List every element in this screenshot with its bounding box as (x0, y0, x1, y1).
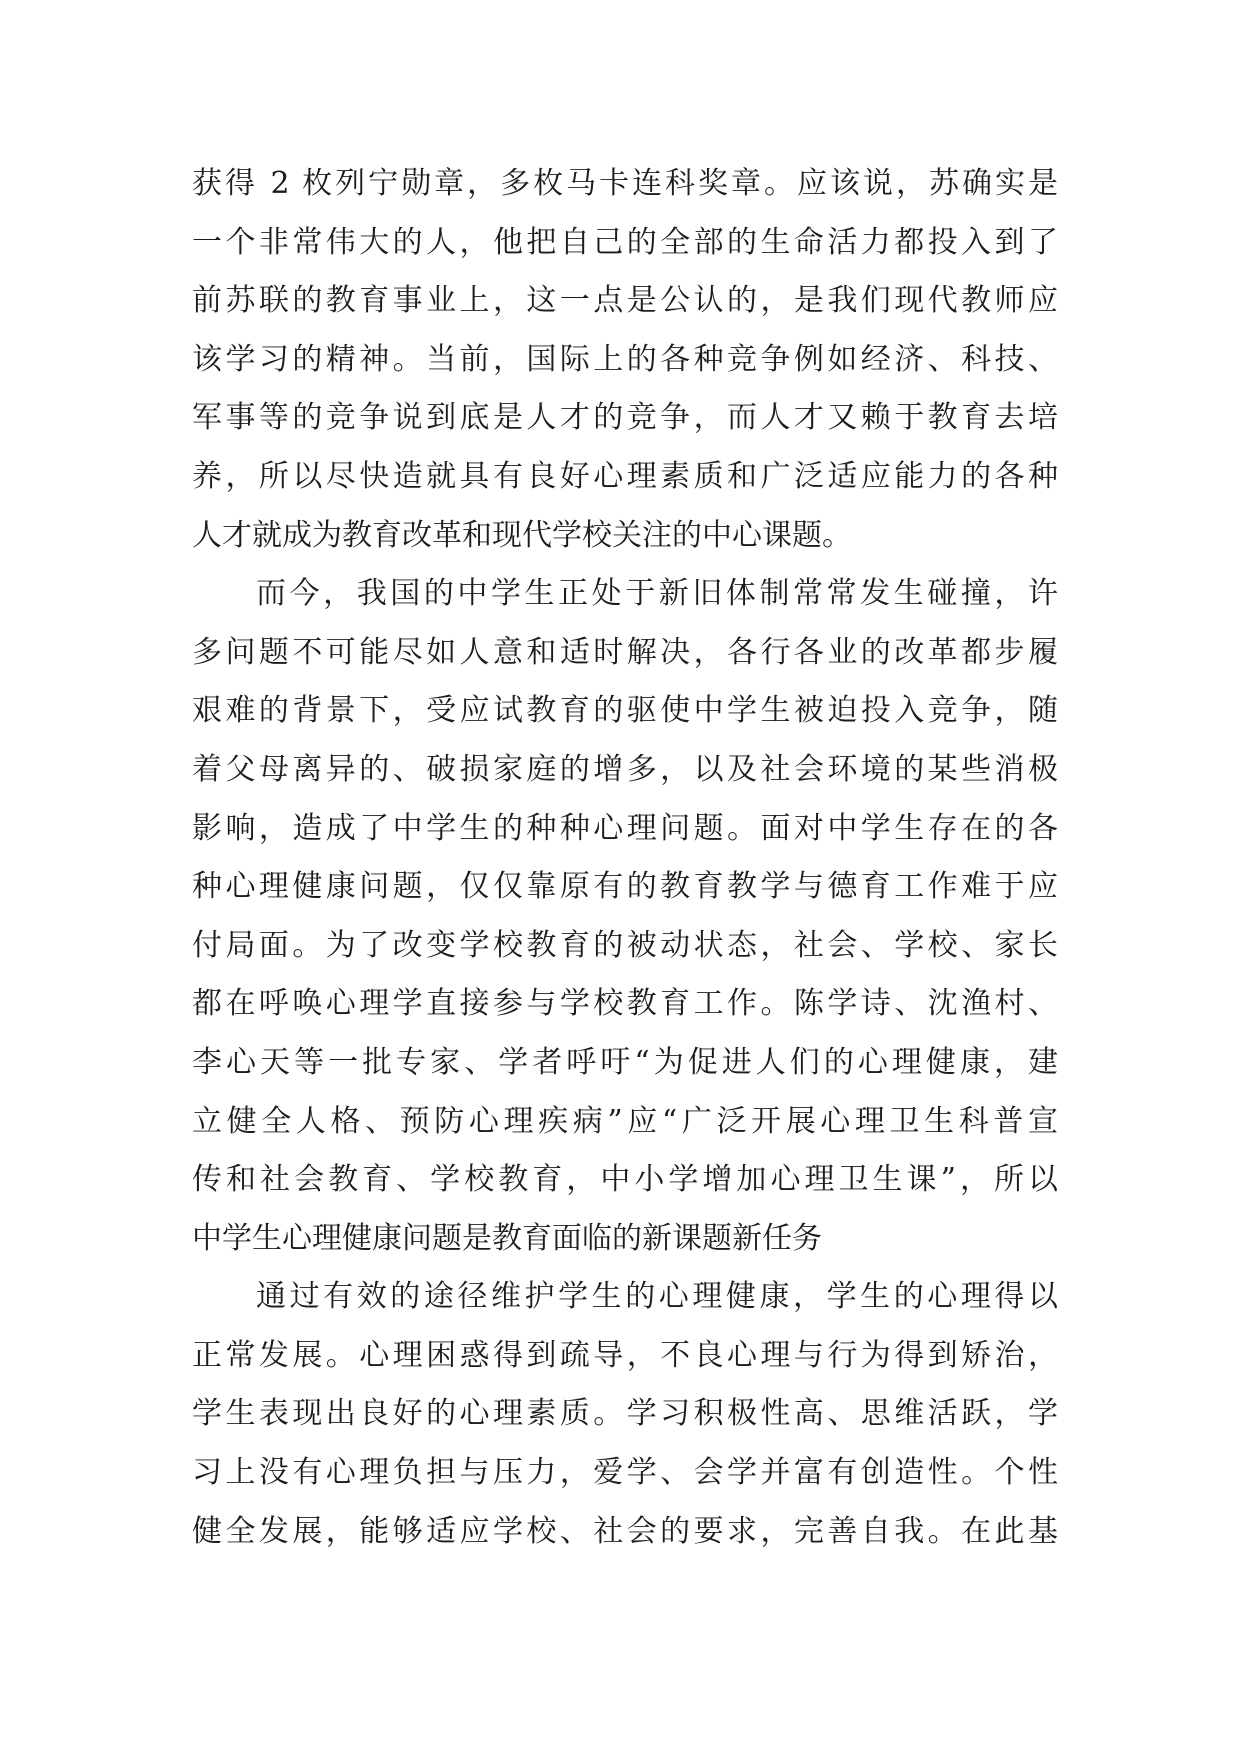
body-text (192, 155, 1058, 1561)
text-line: 健全发展，能够适应学校、社会的要求，完善自我。在此基 (192, 1513, 1058, 1549)
text-line: 一个非常伟大的人，他把自己的全部的生命活力都投入到了 (192, 224, 1058, 260)
text-line: 人才就成为教育改革和现代学校关注的中心课题。 (192, 517, 852, 553)
text-line: 正常发展。心理困惑得到疏导，不良心理与行为得到矫治， (192, 1337, 1058, 1373)
text-line: 多问题不可能尽如人意和适时解决，各行各业的改革都步履 (192, 634, 1058, 670)
text-line: 都在呼唤心理学直接参与学校教育工作。陈学诗、沈渔村、 (192, 986, 1058, 1022)
text-line: 获得 2 枚列宁勋章，多枚马卡连科奖章。应该说，苏确实是 (192, 166, 1058, 201)
text-line: 李心天等一批专家、学者呼吁“为促进人们的心理健康，建 (192, 1044, 1058, 1080)
text-line: 种心理健康问题，仅仅靠原有的教育教学与德育工作难于应 (192, 869, 1058, 905)
text-line: 中学生心理健康问题是教育面临的新课题新任务 (192, 1220, 822, 1256)
text-line: 立健全人格、预防心理疾病”应“广泛开展心理卫生科普宣 (192, 1103, 1058, 1139)
paragraph-first-line: 通过有效的途径维护学生的心理健康，学生的心理得以 (256, 1279, 1058, 1315)
text-line: 着父母离异的、破损家庭的增多，以及社会环境的某些消极 (192, 751, 1058, 787)
text-line: 付局面。为了改变学校教育的被动状态，社会、学校、家长 (192, 927, 1058, 963)
text-line: 习上没有心理负担与压力，爱学、会学并富有创造性。个性 (192, 1455, 1058, 1491)
text-line: 前苏联的教育事业上，这一点是公认的，是我们现代教师应 (192, 283, 1058, 319)
paragraph-first-line: 而今，我国的中学生正处于新旧体制常常发生碰撞，许 (256, 576, 1058, 612)
text-line: 影响，造成了中学生的种种心理问题。面对中学生存在的各 (192, 810, 1058, 846)
text-line: 军事等的竞争说到底是人才的竞争，而人才又赖于教育去培 (192, 400, 1058, 436)
text-line: 艰难的背景下，受应试教育的驱使中学生被迫投入竞争，随 (192, 693, 1058, 729)
text-line: 传和社会教育、学校教育，中小学增加心理卫生课”，所以 (192, 1162, 1058, 1198)
text-line: 养，所以尽快造就具有良好心理素质和广泛适应能力的各种 (192, 458, 1058, 494)
text-line: 该学习的精神。当前，国际上的各种竞争例如经济、科技、 (192, 341, 1058, 377)
text-line: 学生表现出良好的心理素质。学习积极性高、思维活跃，学 (192, 1396, 1058, 1432)
